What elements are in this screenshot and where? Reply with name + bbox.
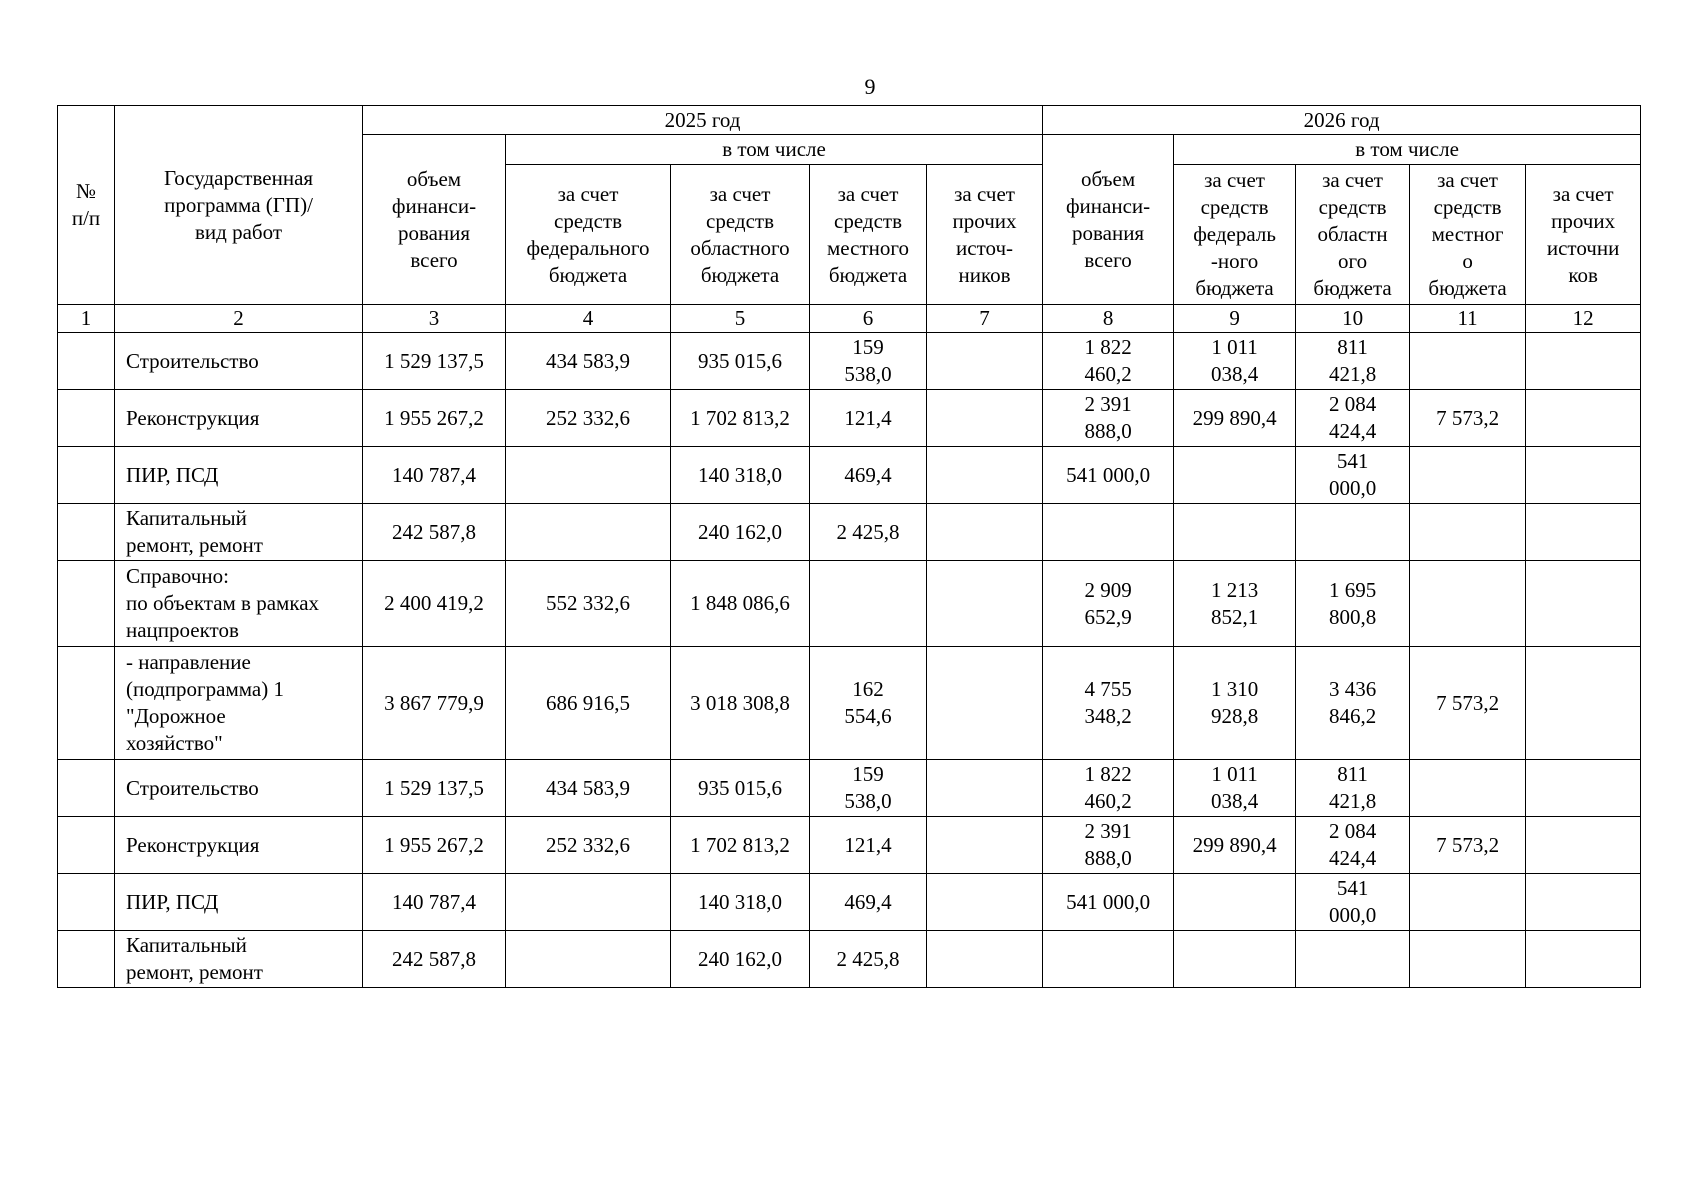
- header-total-2026: объем финанси- рования всего: [1043, 135, 1174, 305]
- amount-cell: 4 755 348,2: [1043, 647, 1174, 760]
- work-type-cell: ПИР, ПСД: [115, 447, 363, 504]
- amount-cell: 1 529 137,5: [363, 760, 506, 817]
- amount-cell: [927, 647, 1043, 760]
- table-row: [58, 647, 1641, 760]
- amount-cell: 2 425,8: [810, 931, 927, 988]
- column-number: 3: [363, 305, 506, 333]
- header-regional-2026: за счет средств областн ого бюджета: [1296, 165, 1410, 305]
- amount-cell: [1526, 333, 1641, 390]
- amount-cell: 242 587,8: [363, 504, 506, 561]
- amount-cell: [927, 817, 1043, 874]
- amount-cell: 935 015,6: [671, 760, 810, 817]
- amount-cell: 811 421,8: [1296, 760, 1410, 817]
- amount-cell: [1174, 931, 1296, 988]
- financing-table: [57, 105, 1641, 988]
- work-type-cell: Реконструкция: [115, 817, 363, 874]
- amount-cell: 3 867 779,9: [363, 647, 506, 760]
- amount-cell: [1043, 504, 1174, 561]
- row-number-cell: [58, 561, 115, 647]
- header-federal-2025: за счет средств федерального бюджета: [506, 165, 671, 305]
- amount-cell: [927, 447, 1043, 504]
- amount-cell: 2 400 419,2: [363, 561, 506, 647]
- amount-cell: 434 583,9: [506, 333, 671, 390]
- table-row: [58, 874, 1641, 931]
- column-number: 12: [1526, 305, 1641, 333]
- amount-cell: 7 573,2: [1410, 817, 1526, 874]
- header-other-2026: за счет прочих источни ков: [1526, 165, 1641, 305]
- amount-cell: [1174, 447, 1296, 504]
- row-number-cell: [58, 504, 115, 561]
- amount-cell: [1174, 504, 1296, 561]
- column-number: 11: [1410, 305, 1526, 333]
- amount-cell: [1410, 504, 1526, 561]
- row-number-cell: [58, 874, 115, 931]
- header-total-2025: объем финанси- рования всего: [363, 135, 506, 305]
- row-number-cell: [58, 817, 115, 874]
- amount-cell: 1 848 086,6: [671, 561, 810, 647]
- amount-cell: 7 573,2: [1410, 390, 1526, 447]
- amount-cell: 1 213 852,1: [1174, 561, 1296, 647]
- amount-cell: 159 538,0: [810, 760, 927, 817]
- amount-cell: 469,4: [810, 874, 927, 931]
- amount-cell: 7 573,2: [1410, 647, 1526, 760]
- amount-cell: 1 011 038,4: [1174, 760, 1296, 817]
- row-number-cell: [58, 931, 115, 988]
- amount-cell: 541 000,0: [1296, 447, 1410, 504]
- amount-cell: [927, 390, 1043, 447]
- amount-cell: 1 695 800,8: [1296, 561, 1410, 647]
- amount-cell: 811 421,8: [1296, 333, 1410, 390]
- work-type-cell: Строительство: [115, 333, 363, 390]
- header-local-2025: за счет средств местного бюджета: [810, 165, 927, 305]
- amount-cell: 299 890,4: [1174, 390, 1296, 447]
- amount-cell: 1 529 137,5: [363, 333, 506, 390]
- amount-cell: 2 084 424,4: [1296, 390, 1410, 447]
- column-number-row: [58, 305, 1641, 333]
- amount-cell: [927, 874, 1043, 931]
- amount-cell: 121,4: [810, 817, 927, 874]
- table-row: [58, 447, 1641, 504]
- amount-cell: [1526, 874, 1641, 931]
- work-type-cell: Строительство: [115, 760, 363, 817]
- work-type-cell: ПИР, ПСД: [115, 874, 363, 931]
- amount-cell: [1410, 561, 1526, 647]
- amount-cell: 552 332,6: [506, 561, 671, 647]
- column-number: 9: [1174, 305, 1296, 333]
- work-type-cell: Справочно: по объектам в рамках нацпроектов: [115, 561, 363, 647]
- column-number: 8: [1043, 305, 1174, 333]
- amount-cell: 935 015,6: [671, 333, 810, 390]
- amount-cell: 1 310 928,8: [1174, 647, 1296, 760]
- header-including-2025: в том числе: [506, 135, 1043, 165]
- page-number: 9: [864, 74, 876, 99]
- amount-cell: [810, 561, 927, 647]
- header-year-2026: 2026 год: [1043, 106, 1641, 135]
- amount-cell: [1410, 333, 1526, 390]
- amount-cell: [1526, 931, 1641, 988]
- amount-cell: [1410, 447, 1526, 504]
- amount-cell: [506, 504, 671, 561]
- work-type-cell: Капитальный ремонт, ремонт: [115, 931, 363, 988]
- row-number-cell: [58, 333, 115, 390]
- amount-cell: 2 391 888,0: [1043, 817, 1174, 874]
- amount-cell: 162 554,6: [810, 647, 927, 760]
- amount-cell: 240 162,0: [671, 504, 810, 561]
- amount-cell: 121,4: [810, 390, 927, 447]
- amount-cell: 1 822 460,2: [1043, 333, 1174, 390]
- amount-cell: [506, 874, 671, 931]
- header-other-2025: за счет прочих источ- ников: [927, 165, 1043, 305]
- header-number: № п/п: [58, 106, 115, 305]
- amount-cell: [927, 931, 1043, 988]
- column-number: 1: [58, 305, 115, 333]
- column-number: 6: [810, 305, 927, 333]
- amount-cell: 469,4: [810, 447, 927, 504]
- work-type-cell: Реконструкция: [115, 390, 363, 447]
- amount-cell: [927, 561, 1043, 647]
- header-including-2026: в том числе: [1174, 135, 1641, 165]
- column-number: 4: [506, 305, 671, 333]
- table-row: [58, 504, 1641, 561]
- column-number: 7: [927, 305, 1043, 333]
- amount-cell: 1 702 813,2: [671, 817, 810, 874]
- header-local-2026: за счет средств местног о бюджета: [1410, 165, 1526, 305]
- amount-cell: [1043, 931, 1174, 988]
- amount-cell: 1 822 460,2: [1043, 760, 1174, 817]
- amount-cell: 2 909 652,9: [1043, 561, 1174, 647]
- amount-cell: 3 018 308,8: [671, 647, 810, 760]
- column-number: 5: [671, 305, 810, 333]
- amount-cell: 242 587,8: [363, 931, 506, 988]
- table-row: [58, 333, 1641, 390]
- amount-cell: 140 787,4: [363, 447, 506, 504]
- amount-cell: 240 162,0: [671, 931, 810, 988]
- amount-cell: 299 890,4: [1174, 817, 1296, 874]
- row-number-cell: [58, 390, 115, 447]
- amount-cell: 2 425,8: [810, 504, 927, 561]
- amount-cell: [506, 931, 671, 988]
- table-row: [58, 760, 1641, 817]
- amount-cell: [927, 504, 1043, 561]
- table-row: [58, 931, 1641, 988]
- row-number-cell: [58, 647, 115, 760]
- header-regional-2025: за счет средств областного бюджета: [671, 165, 810, 305]
- header-program: Государственная программа (ГП)/ вид работ: [115, 106, 363, 305]
- column-number: 10: [1296, 305, 1410, 333]
- work-type-cell: - направление (подпрограмма) 1 "Дорожное хозяйство": [115, 647, 363, 760]
- amount-cell: [1296, 504, 1410, 561]
- amount-cell: 686 916,5: [506, 647, 671, 760]
- amount-cell: [1526, 647, 1641, 760]
- amount-cell: 1 702 813,2: [671, 390, 810, 447]
- amount-cell: 2 084 424,4: [1296, 817, 1410, 874]
- amount-cell: [1526, 447, 1641, 504]
- amount-cell: 159 538,0: [810, 333, 927, 390]
- amount-cell: 3 436 846,2: [1296, 647, 1410, 760]
- amount-cell: [1526, 504, 1641, 561]
- amount-cell: 434 583,9: [506, 760, 671, 817]
- amount-cell: [927, 760, 1043, 817]
- amount-cell: 1 955 267,2: [363, 817, 506, 874]
- amount-cell: 140 318,0: [671, 447, 810, 504]
- amount-cell: [506, 447, 671, 504]
- work-type-cell: Капитальный ремонт, ремонт: [115, 504, 363, 561]
- amount-cell: [1526, 561, 1641, 647]
- amount-cell: 541 000,0: [1043, 874, 1174, 931]
- amount-cell: 2 391 888,0: [1043, 390, 1174, 447]
- amount-cell: [927, 333, 1043, 390]
- amount-cell: 1 011 038,4: [1174, 333, 1296, 390]
- amount-cell: [1296, 931, 1410, 988]
- amount-cell: [1526, 390, 1641, 447]
- amount-cell: [1174, 874, 1296, 931]
- column-number: 2: [115, 305, 363, 333]
- amount-cell: [1410, 760, 1526, 817]
- amount-cell: 140 318,0: [671, 874, 810, 931]
- table-row: [58, 817, 1641, 874]
- amount-cell: 541 000,0: [1296, 874, 1410, 931]
- amount-cell: [1410, 874, 1526, 931]
- amount-cell: 541 000,0: [1043, 447, 1174, 504]
- header-federal-2026: за счет средств федераль -ного бюджета: [1174, 165, 1296, 305]
- amount-cell: [1526, 817, 1641, 874]
- amount-cell: [1410, 931, 1526, 988]
- row-number-cell: [58, 447, 115, 504]
- amount-cell: 140 787,4: [363, 874, 506, 931]
- amount-cell: 252 332,6: [506, 817, 671, 874]
- row-number-cell: [58, 760, 115, 817]
- header-year-2025: 2025 год: [363, 106, 1043, 135]
- amount-cell: 252 332,6: [506, 390, 671, 447]
- table-row: [58, 561, 1641, 647]
- amount-cell: [1526, 760, 1641, 817]
- table-row: [58, 390, 1641, 447]
- amount-cell: 1 955 267,2: [363, 390, 506, 447]
